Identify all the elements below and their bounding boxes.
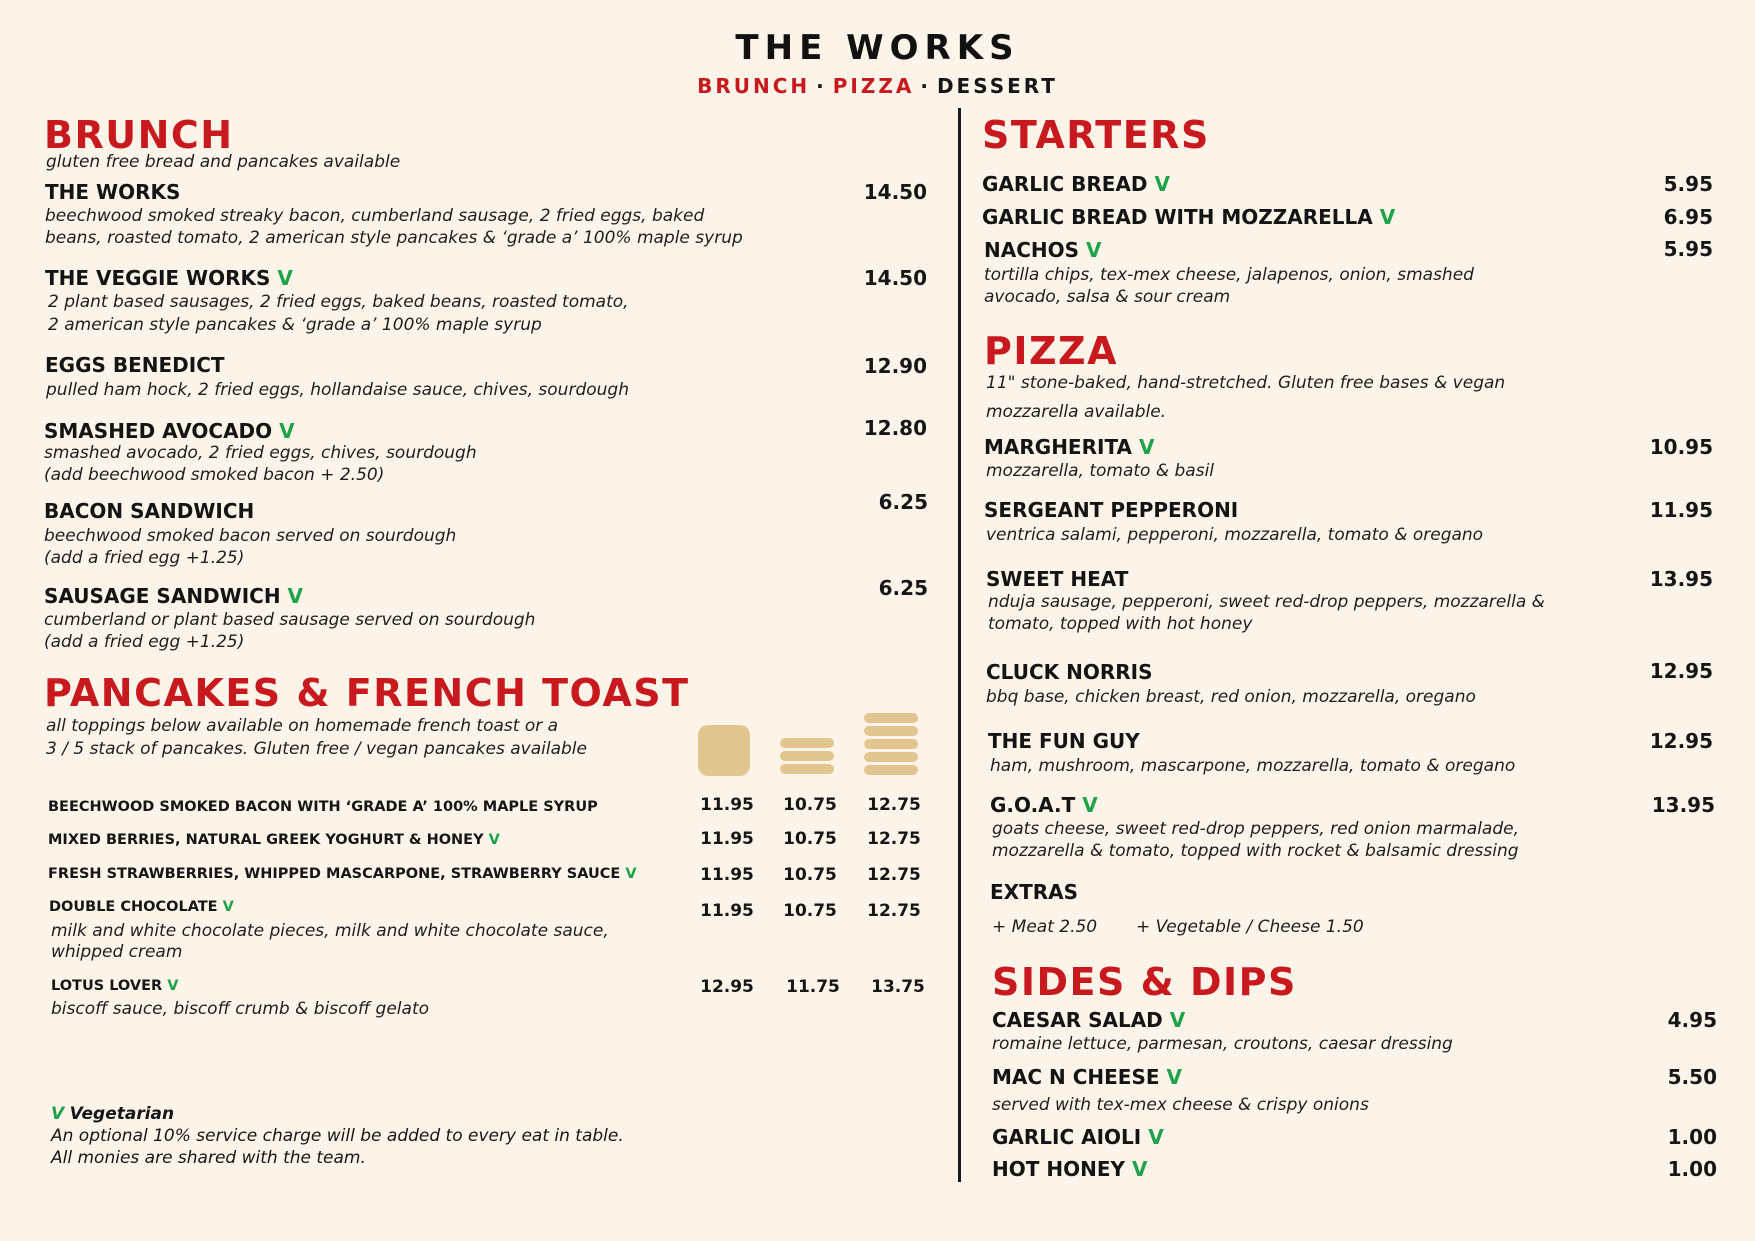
menu-item-label: MARGHERITA xyxy=(984,435,1133,459)
menu-item-price: 11.95 xyxy=(1649,498,1713,522)
price-three-stack: 11.75 xyxy=(786,977,840,997)
vegetarian-mark: V xyxy=(1154,172,1170,196)
column-divider xyxy=(958,108,961,1182)
menu-item-name xyxy=(992,1125,1164,1149)
three-pancake-stack-icon xyxy=(780,738,834,778)
pancake-layer xyxy=(780,738,834,748)
vegetarian-mark: V xyxy=(1138,435,1155,459)
menu-item-name: SERGEANT PEPPERONI xyxy=(984,498,1239,522)
menu-item-price: 4.95 xyxy=(1667,1008,1717,1032)
section-heading-pancakes: PANCAKES & FRENCH TOAST xyxy=(44,671,690,715)
menu-item-desc: 2 american style pancakes & ‘grade a’ 100% maple syrup xyxy=(48,315,542,335)
menu-item-name xyxy=(992,1157,1147,1181)
menu-item-desc: nduja sausage, pepperoni, sweet red-drop peppers, mozzarella & xyxy=(988,592,1545,612)
price-three-stack: 10.75 xyxy=(783,865,837,885)
vegetarian-label: Vegetarian xyxy=(69,1104,175,1124)
menu-item-desc: cumberland or plant based sausage served on sourdough xyxy=(44,610,536,630)
service-charge-note: All monies are shared with the team. xyxy=(51,1148,366,1168)
vegetarian-mark: V xyxy=(625,866,637,882)
menu-item-desc: avocado, salsa & sour cream xyxy=(984,287,1231,307)
menu-item-price: 1.00 xyxy=(1667,1157,1717,1181)
menu-item-name xyxy=(992,1065,1182,1089)
menu-item-price: 1.00 xyxy=(1667,1125,1717,1149)
price-five-stack: 12.75 xyxy=(867,795,921,815)
menu-item-desc: beechwood smoked bacon served on sourdough xyxy=(44,526,457,546)
menu-item-price: 10.95 xyxy=(1649,435,1713,459)
pancake-layer xyxy=(864,739,918,749)
menu-item-name xyxy=(982,172,1170,196)
vegetarian-mark: V xyxy=(1166,1065,1182,1089)
menu-item-price: 5.95 xyxy=(1663,172,1713,196)
menu-item-name: THE WORKS xyxy=(45,180,181,204)
subtitle-dessert: DESSERT xyxy=(936,74,1058,98)
subtitle-brunch: BRUNCH xyxy=(697,74,811,98)
vegetarian-mark: V xyxy=(488,832,500,848)
vegetarian-mark: V xyxy=(279,419,295,443)
pancake-layer xyxy=(780,751,834,761)
vegetarian-mark: V xyxy=(222,899,234,915)
vegetarian-mark: V xyxy=(1131,1157,1148,1181)
menu-item-name xyxy=(992,1008,1185,1032)
menu-item-price: 14.50 xyxy=(863,266,927,290)
menu-item-desc: ventrica salami, pepperoni, mozzarella, tomato & oregano xyxy=(986,525,1484,545)
brunch-intro: gluten free bread and pancakes available xyxy=(46,152,401,172)
price-five-stack: 12.75 xyxy=(867,865,921,885)
menu-item-desc: romaine lettuce, parmesan, croutons, caesar dressing xyxy=(992,1034,1453,1054)
subtitle-pizza: PIZZA xyxy=(832,74,915,98)
pancake-layer xyxy=(780,764,834,774)
menu-item-price: 6.25 xyxy=(878,576,928,600)
menu-item-desc: 2 plant based sausages, 2 fried eggs, baked beans, roasted tomato, xyxy=(48,292,629,312)
menu-item-label: SAUSAGE SANDWICH xyxy=(44,584,281,608)
service-charge-note: An optional 10% service charge will be added to every eat in table. xyxy=(51,1126,624,1146)
vegetarian-mark: V xyxy=(1082,793,1098,817)
menu-item-desc: pulled ham hock, 2 fried eggs, hollandaise sauce, chives, sourdough xyxy=(46,380,629,400)
price-french-toast: 11.95 xyxy=(700,901,754,921)
five-pancake-stack-icon xyxy=(864,713,918,779)
vegetarian-mark: V xyxy=(51,1104,65,1124)
price-five-stack: 12.75 xyxy=(867,901,921,921)
pancake-topping-name: BEECHWOOD SMOKED BACON WITH ‘GRADE A’ 100% MAPLE SYRUP xyxy=(48,799,598,815)
menu-item-label: SMASHED AVOCADO xyxy=(44,419,273,443)
menu-item-desc: whipped cream xyxy=(51,942,183,962)
pizza-intro: 11" stone-baked, hand-stretched. Gluten free bases & vegan xyxy=(986,373,1506,393)
page-title: THE WORKS xyxy=(735,28,1020,68)
price-three-stack: 10.75 xyxy=(783,901,837,921)
menu-item-name xyxy=(984,238,1102,262)
vegetarian-mark: V xyxy=(287,584,304,608)
menu-item-desc: beechwood smoked streaky bacon, cumberland sausage, 2 fried eggs, baked xyxy=(45,206,705,226)
vegetarian-mark: V xyxy=(1169,1008,1186,1032)
subtitle-separator: · xyxy=(920,74,931,98)
price-french-toast: 11.95 xyxy=(700,865,754,885)
pancake-topping-name xyxy=(48,830,500,850)
pancake-layer xyxy=(864,765,918,775)
pancakes-intro: 3 / 5 stack of pancakes. Gluten free / vegan pancakes available xyxy=(46,739,587,759)
menu-item-desc: served with tex-mex cheese & crispy onions xyxy=(992,1095,1369,1115)
pancake-topping-name xyxy=(48,864,637,884)
menu-item-label: GARLIC BREAD WITH MOZZARELLA xyxy=(982,205,1373,229)
price-five-stack: 12.75 xyxy=(867,829,921,849)
menu-item-name xyxy=(44,584,303,608)
menu-item-desc: milk and white chocolate pieces, milk and white chocolate sauce, xyxy=(51,921,609,941)
menu-item-desc: beans, roasted tomato, 2 american style pancakes & ‘grade a’ 100% maple syrup xyxy=(45,228,743,248)
menu-item-desc: (add a fried egg +1.25) xyxy=(44,548,245,568)
price-three-stack: 10.75 xyxy=(783,795,837,815)
menu-item-price: 12.95 xyxy=(1649,729,1713,753)
menu-item-label: GARLIC BREAD xyxy=(982,172,1148,196)
menu-item-label: GARLIC AIOLI xyxy=(992,1125,1142,1149)
menu-item-desc: mozzarella, tomato & basil xyxy=(986,461,1215,481)
price-five-stack: 13.75 xyxy=(871,977,925,997)
pancake-layer xyxy=(864,713,918,723)
menu-item-label: HOT HONEY xyxy=(992,1157,1125,1181)
price-french-toast: 11.95 xyxy=(700,829,754,849)
menu-item-price: 5.95 xyxy=(1663,237,1713,261)
menu-item-price: 13.95 xyxy=(1649,567,1713,591)
pancake-topping-name xyxy=(49,897,234,917)
page-subtitle xyxy=(0,74,1755,98)
menu-item-name xyxy=(45,266,293,290)
menu-item-label: MAC N CHEESE xyxy=(992,1065,1160,1089)
vegetarian-mark: V xyxy=(1086,238,1102,262)
menu-item-name xyxy=(984,435,1154,459)
menu-item-name: THE FUN GUY xyxy=(988,729,1140,753)
vegetarian-mark: V xyxy=(1148,1125,1164,1149)
menu-item-price: 5.50 xyxy=(1667,1065,1717,1089)
section-heading-pizza: PIZZA xyxy=(984,329,1119,373)
menu-item-desc: goats cheese, sweet red-drop peppers, red onion marmalade, xyxy=(992,819,1519,839)
vegetarian-mark: V xyxy=(167,978,179,994)
menu-item-name: BACON SANDWICH xyxy=(44,499,255,523)
menu-item-name xyxy=(982,205,1395,229)
menu-item-desc: tortilla chips, tex-mex cheese, jalapenos, onion, smashed xyxy=(984,265,1474,285)
menu-item-label: THE VEGGIE WORKS xyxy=(45,266,271,290)
menu-item-desc: ham, mushroom, mascarpone, mozzarella, tomato & oregano xyxy=(990,756,1516,776)
vegetarian-legend xyxy=(51,1103,174,1125)
menu-item-desc: (add a fried egg +1.25) xyxy=(44,632,245,652)
menu-item-label: CAESAR SALAD xyxy=(992,1008,1163,1032)
menu-item-name: EGGS BENEDICT xyxy=(45,353,225,377)
menu-item-name xyxy=(44,419,295,443)
menu-item-name: SWEET HEAT xyxy=(986,567,1129,591)
menu-item-label: NACHOS xyxy=(984,238,1080,262)
price-three-stack: 10.75 xyxy=(783,829,837,849)
section-heading-starters: STARTERS xyxy=(982,113,1210,157)
menu-item-desc: tomato, topped with hot honey xyxy=(988,614,1253,634)
menu-item-desc: mozzarella & tomato, topped with rocket & balsamic dressing xyxy=(992,841,1519,861)
section-heading-brunch: BRUNCH xyxy=(44,113,234,157)
menu-item-price: 6.25 xyxy=(878,490,928,514)
vegetarian-mark: V xyxy=(277,266,293,290)
menu-item-name: CLUCK NORRIS xyxy=(986,660,1153,684)
menu-item-label: FRESH STRAWBERRIES, WHIPPED MASCARPONE, STRAWBERRY SAUCE xyxy=(48,866,621,882)
pancake-layer xyxy=(864,726,918,736)
price-french-toast: 12.95 xyxy=(700,977,754,997)
menu-item-price: 12.90 xyxy=(863,354,927,378)
menu-item-desc: (add beechwood smoked bacon + 2.50) xyxy=(44,465,385,485)
menu-item-label: MIXED BERRIES, NATURAL GREEK YOGHURT & HONEY xyxy=(48,832,484,848)
menu-item-price: 14.50 xyxy=(863,180,927,204)
menu-item-desc: smashed avocado, 2 fried eggs, chives, sourdough xyxy=(44,443,477,463)
pizza-intro: mozzarella available. xyxy=(986,402,1167,422)
menu-item-label: LOTUS LOVER xyxy=(51,978,163,994)
subtitle-separator: · xyxy=(816,74,827,98)
menu-item-price: 12.95 xyxy=(1649,659,1713,683)
menu-item-desc: bbq base, chicken breast, red onion, mozzarella, oregano xyxy=(986,687,1476,707)
extras-meat: + Meat 2.50 xyxy=(992,917,1098,937)
menu-item-label: DOUBLE CHOCOLATE xyxy=(49,899,218,915)
section-heading-sides: SIDES & DIPS xyxy=(992,960,1297,1004)
menu-item-price: 13.95 xyxy=(1651,793,1715,817)
pancake-topping-name xyxy=(51,976,178,996)
pancakes-intro: all toppings below available on homemade french toast or a xyxy=(46,716,559,736)
menu-item-price: 12.80 xyxy=(863,416,927,440)
extras-heading: EXTRAS xyxy=(990,880,1079,904)
menu-item-name xyxy=(990,793,1098,817)
menu-item-price: 6.95 xyxy=(1663,205,1713,229)
menu-item-desc: biscoff sauce, biscoff crumb & biscoff gelato xyxy=(51,999,430,1019)
vegetarian-mark: V xyxy=(1379,205,1396,229)
menu-item-label: G.O.A.T xyxy=(990,793,1076,817)
pancake-layer xyxy=(864,752,918,762)
french-toast-icon xyxy=(698,725,750,776)
extras-vegetable-cheese: + Vegetable / Cheese 1.50 xyxy=(1136,917,1364,937)
price-french-toast: 11.95 xyxy=(700,795,754,815)
